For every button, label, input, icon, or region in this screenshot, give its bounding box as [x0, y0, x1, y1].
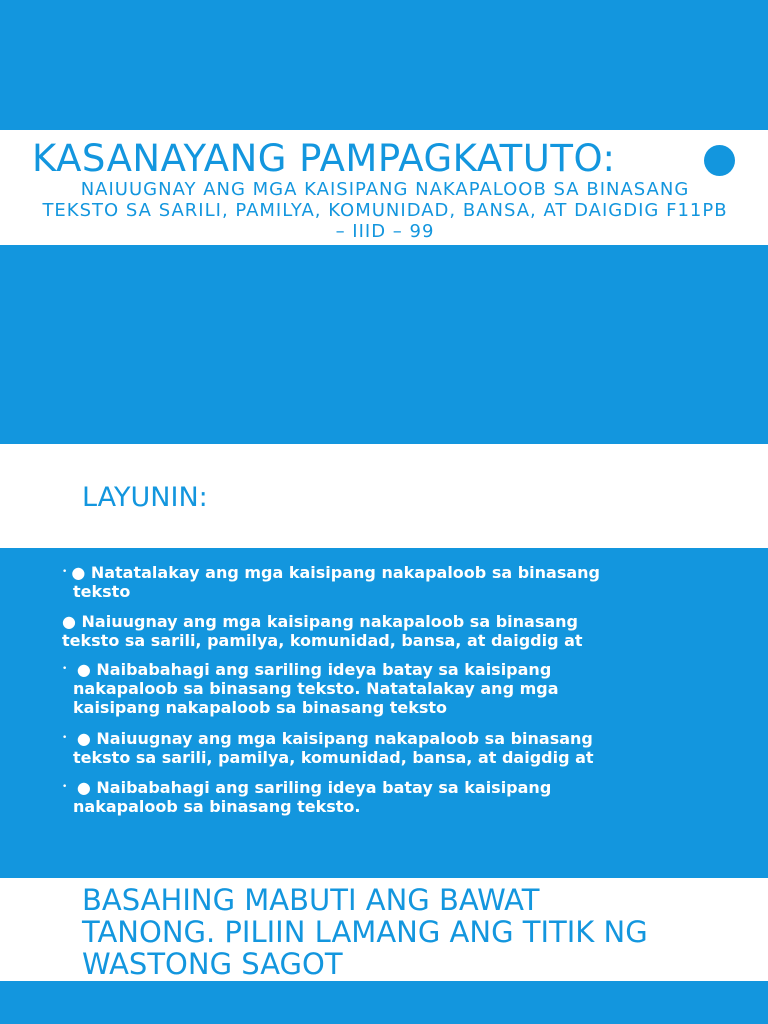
- objective-item: [62, 660, 662, 717]
- objective-item: [62, 563, 662, 601]
- instruction-text: [82, 884, 722, 980]
- objective-line: kaisipang nakapaloob sa binasang teksto: [73, 698, 448, 717]
- instruction-line: WASTONG SAGOT: [82, 947, 343, 981]
- objective-item: [62, 612, 662, 650]
- objective-line: ● Naiuugnay ang mga kaisipang nakapaloob sa binasang: [71, 729, 593, 748]
- objective-line: ● Natatalakay ang mga kaisipang nakapaloob sa binasang: [71, 563, 600, 582]
- bullet-icon: •: [62, 664, 68, 674]
- objective-line: teksto: [73, 582, 131, 601]
- instruction-line: TANONG. PILIIN LAMANG ANG TITIK NG: [82, 915, 648, 949]
- objective-line: ● Naibabahagi ang sariling ideya batay sa kaisipang: [71, 660, 552, 679]
- top-blue-band: [0, 0, 768, 130]
- bullet-icon: •: [62, 733, 68, 743]
- objective-line: teksto sa sarili, pamilya, komunidad, bansa, at daigdig at: [73, 748, 594, 767]
- instruction-line: BASAHING MABUTI ANG BAWAT: [82, 883, 540, 917]
- layunin-heading: LAYUNIN:: [82, 482, 208, 513]
- bottom-blue-band: [0, 981, 768, 1024]
- objective-item: [62, 778, 662, 816]
- middle-blue-band: [0, 245, 768, 444]
- page-title: KASANAYANG PAMPAGKATUTO:: [32, 137, 616, 180]
- objective-line: nakapaloob sa binasang teksto.: [73, 797, 361, 816]
- objective-item: [62, 729, 662, 767]
- bullet-dot-icon: [704, 145, 735, 176]
- bullet-icon: •: [62, 782, 68, 792]
- objective-line: teksto sa sarili, pamilya, komunidad, bansa, at daigdig at: [62, 631, 583, 650]
- objective-line: nakapaloob sa binasang teksto. Natatalakay ang mga: [73, 679, 559, 698]
- objective-line: ● Naibabahagi ang sariling ideya batay sa kaisipang: [71, 778, 552, 797]
- page-subtitle: NAIUUGNAY ANG MGA KAISIPANG NAKAPALOOB SA BINASANG TEKSTO SA SARILI, PAMILYA, KOMUNIDAD, BANSA, AT DAIGDIG F11PB – IIID – 99: [42, 179, 728, 242]
- objective-line: ● Naiuugnay ang mga kaisipang nakapaloob sa binasang: [62, 612, 578, 631]
- bullet-icon: •: [62, 567, 68, 577]
